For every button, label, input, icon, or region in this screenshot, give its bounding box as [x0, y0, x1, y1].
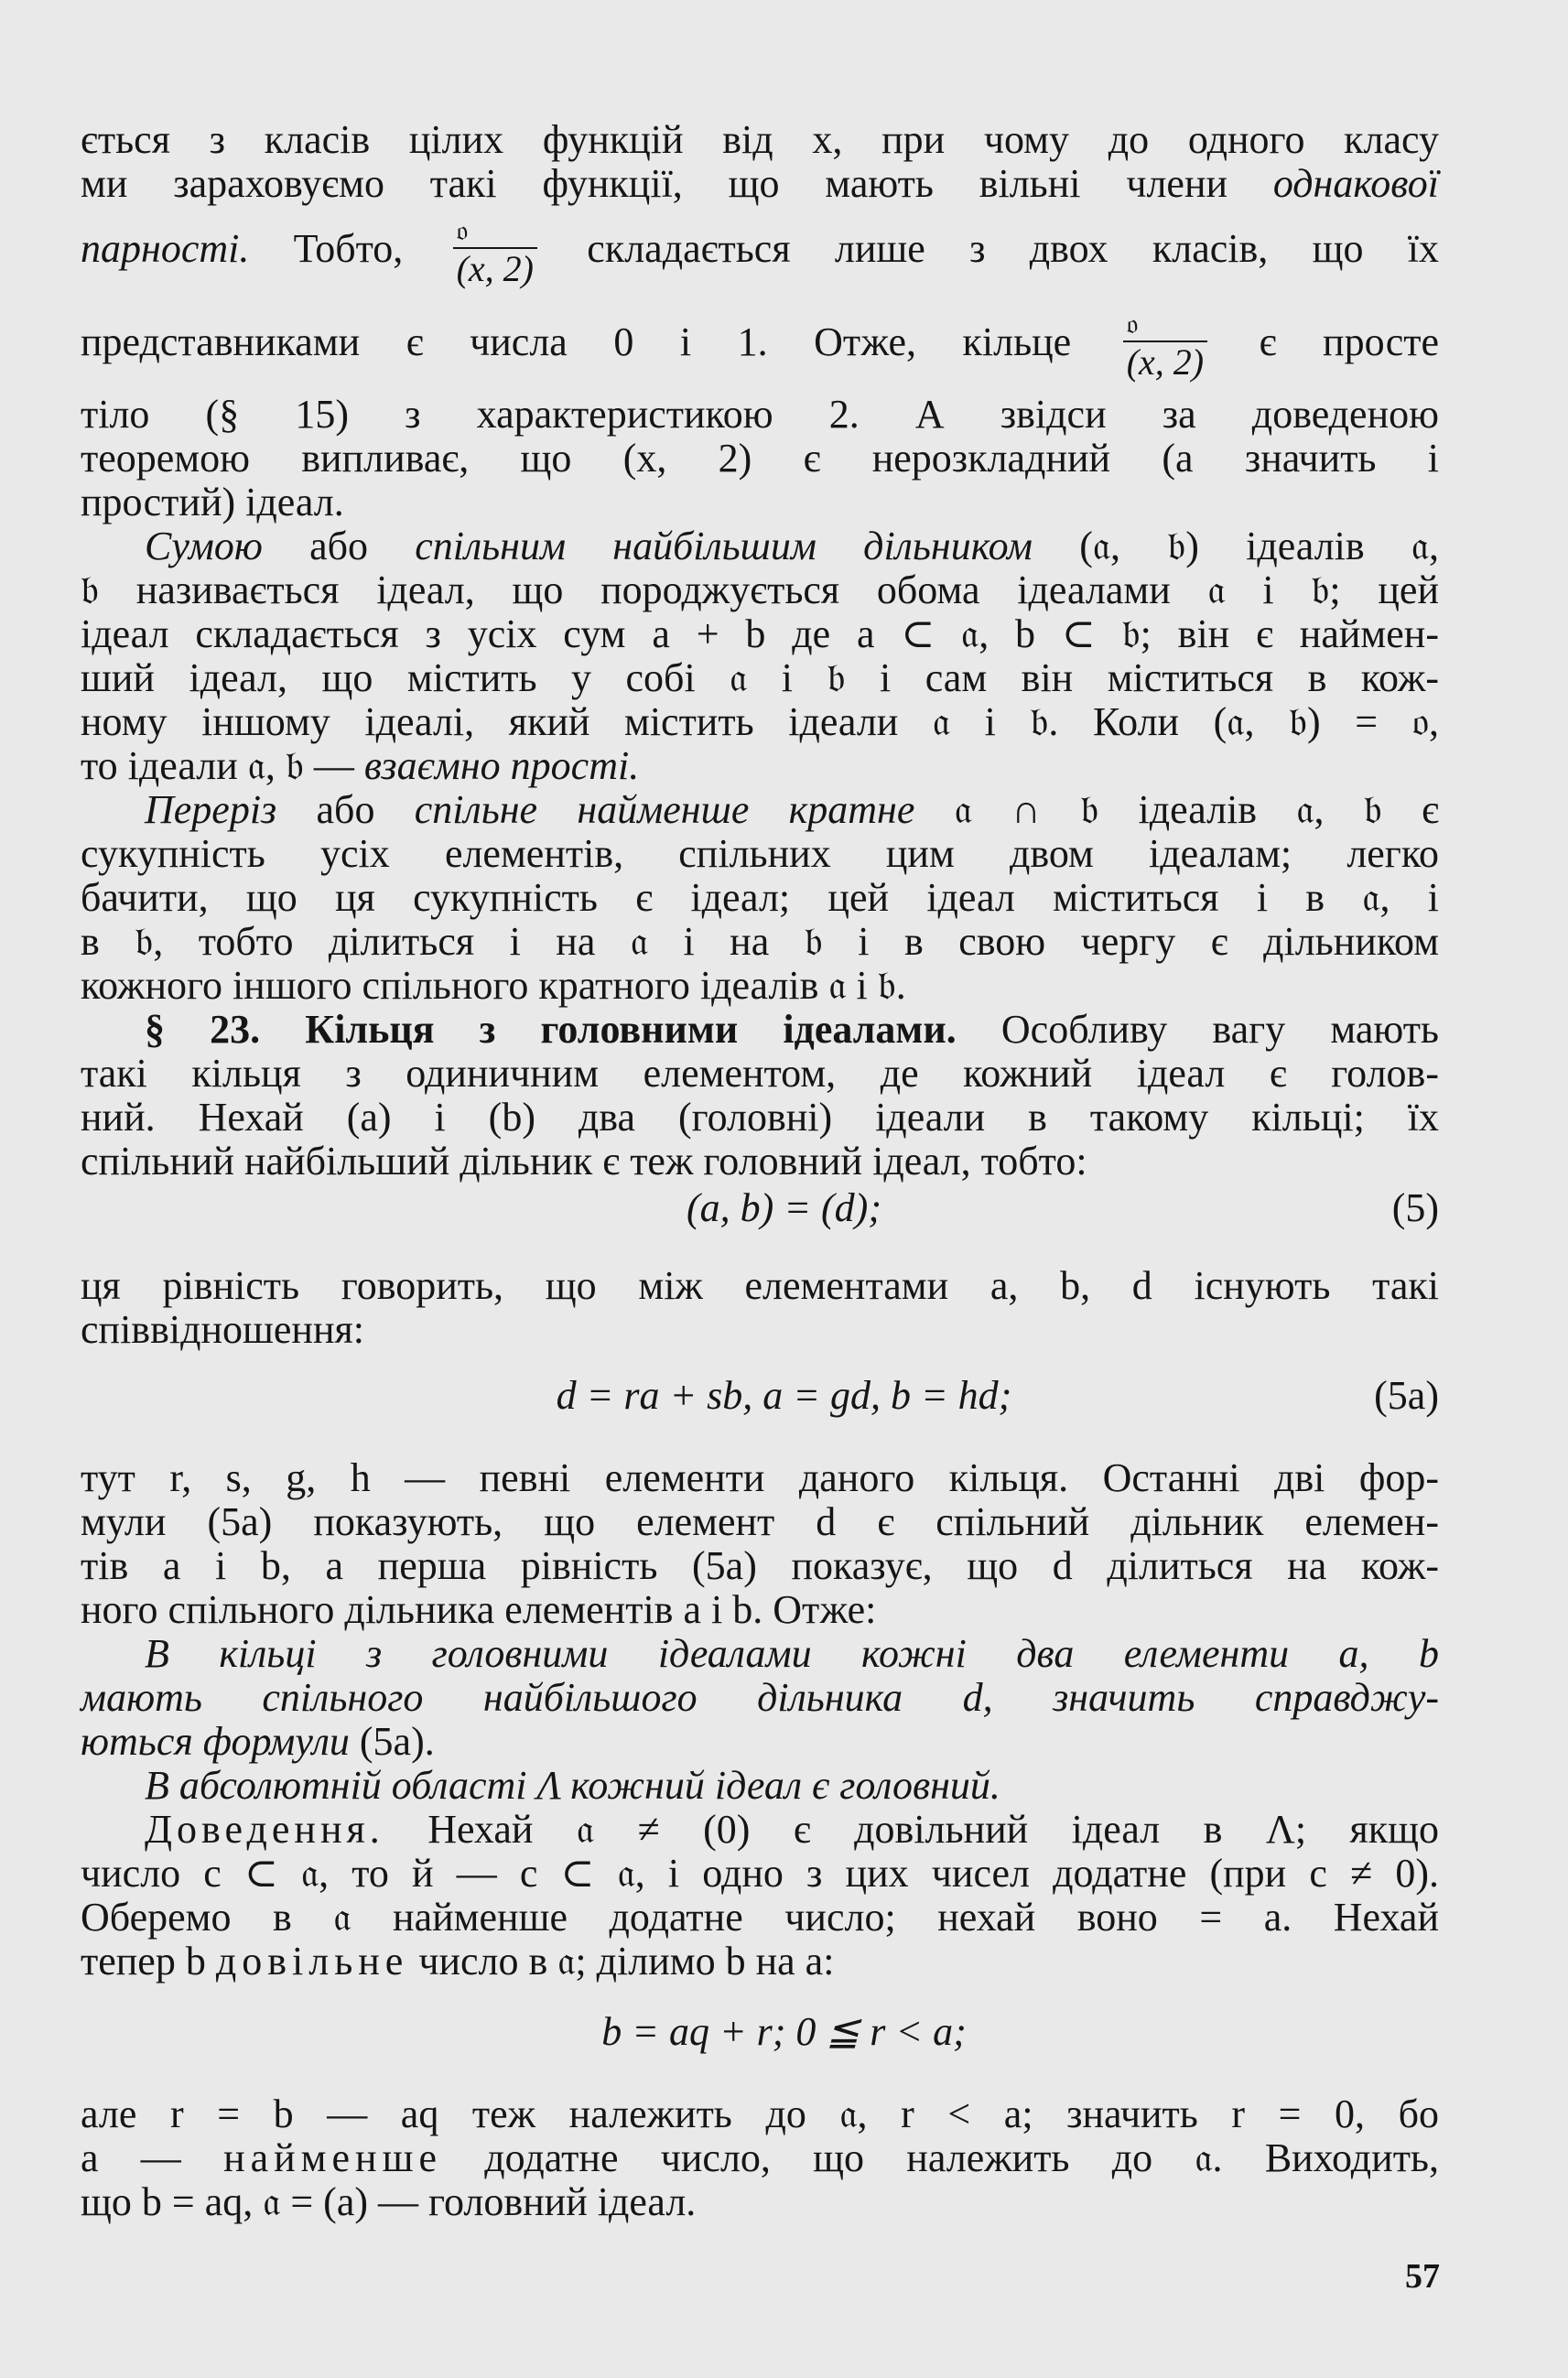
text-line: ному іншому ідеалі, який містить ідеали 𝔞 і 𝔟. Коли (𝔞, 𝔟) = 𝔬,	[81, 699, 1439, 744]
text-line: ми зараховуємо такі функції, що мають вільні члени однакової	[81, 161, 1439, 206]
text-line: ний. Нехай (a) і (b) два (головні) ідеали в такому кільці; їх	[81, 1095, 1439, 1140]
text-line: Оберемо в 𝔞 найменше додатне число; нехай воно = a. Нехай	[81, 1895, 1439, 1940]
text-line: Переріз або спільне найменше кратне 𝔞 ∩ 𝔟 ідеалів 𝔞, 𝔟 є	[145, 787, 1439, 832]
text-line: співвідношення:	[81, 1307, 364, 1352]
text-line: теоремою випливає, що (x, 2) є нерозкладний (а значить і	[81, 436, 1439, 481]
theorem-line: В кільці з головними ідеалами кожні два елементи a, b	[145, 1631, 1439, 1676]
text-line: сукупність усіх елементів, спільних цим двом ідеалам; легко	[81, 831, 1439, 876]
text-line: в 𝔟, тобто ділиться і на 𝔞 і на 𝔟 і в свою чергу є дільником	[81, 919, 1439, 964]
section-heading-line: § 23. Кільця з головними ідеалами. Особливу вагу мають	[145, 1007, 1439, 1052]
equation-tag: (5)	[1391, 1185, 1439, 1230]
text-line: простий) ідеал.	[81, 480, 344, 524]
text-line: ідеал складається з усіх сум a + b де a ⊂ 𝔞, b ⊂ 𝔟; він є наймен-	[81, 611, 1439, 656]
proof-label: Доведення.	[145, 1807, 384, 1852]
text-line: але r = b — aq теж належить до 𝔞, r < a; значить r = 0, бо	[81, 2092, 1439, 2136]
text-line: парності. Тобто, $\frac{\text{𝔬}}{(x, 2)}$ складається лише з двох класів, що їх	[81, 214, 1439, 289]
equation-5a: d = ra + sb, a = gd, b = hd;	[556, 1373, 1012, 1418]
text-line: число c ⊂ 𝔞, то й — c ⊂ 𝔞, і одно з цих чисел додатне (при c ≠ 0).	[81, 1851, 1439, 1896]
section-heading: § 23. Кільця з головними ідеалами.	[145, 1007, 957, 1052]
text-line: бачити, що ця сукупність є ідеал; цей ідеал міститься і в 𝔞, і	[81, 875, 1439, 920]
text-line: представниками є числа 0 і 1. Отже, кільце $\frac{\text{𝔬}}{(x, 2)}$ є просте	[81, 308, 1439, 383]
equation-5: (a, b) = (d);	[687, 1185, 881, 1230]
text-line: тіло (§ 15) з характеристикою 2. А звідси за доведеною	[81, 392, 1439, 437]
text-line: то ідеали 𝔞, 𝔟 — взаємно прості.	[81, 743, 640, 788]
text-line: тепер b довільне число в 𝔞; ділимо b на a:	[81, 1939, 835, 1983]
theorem-line: мають спільного найбільшого дільника d, значить справджу-	[81, 1675, 1439, 1720]
text-line: тут r, s, g, h — певні елементи даного кільця. Останні дві фор-	[81, 1455, 1439, 1500]
text-line: тів a і b, а перша рівність (5а) показує, що d ділиться на кож-	[81, 1543, 1439, 1588]
text-line: спільний найбільший дільник є теж головний ідеал, тобто:	[81, 1139, 1087, 1184]
text-line: Сумою або спільним найбільшим дільником (𝔞, 𝔟) ідеалів 𝔞,	[145, 524, 1439, 568]
text-line: такі кільця з одиничним елементом, де кожний ідеал є голов-	[81, 1051, 1439, 1096]
text-line: a — найменше додатне число, що належить до 𝔞. Виходить,	[81, 2135, 1439, 2180]
text-line: що b = aq, 𝔞 = (a) — головний ідеал.	[81, 2179, 697, 2224]
theorem-line: ються формули (5а).	[81, 1719, 435, 1764]
text-line: кожного іншого спільного кратного ідеалів 𝔞 і 𝔟.	[81, 963, 906, 1008]
equation-division: b = aq + r; 0 ≦ r < a;	[601, 2009, 967, 2054]
fraction: $\frac{\text{𝔬}}{(x, 2)}$	[1123, 309, 1207, 383]
text-line: 𝔟 називається ідеал, що породжується обома ідеалами 𝔞 і 𝔟; цей	[81, 567, 1439, 612]
theorem-line: В абсолютній області Λ кожний ідеал є головний.	[145, 1763, 1000, 1808]
text-line: мули (5а) показують, що елемент d є спільний дільник елемен-	[81, 1499, 1439, 1544]
text-line: ший ідеал, що містить у собі 𝔞 і 𝔟 і сам він міститься в кож-	[81, 655, 1439, 700]
text-line: ється з класів цілих функцій від x, при чому до одного класу	[81, 117, 1439, 162]
page-number: 57	[1405, 2257, 1440, 2296]
equation-tag: (5a)	[1374, 1373, 1439, 1418]
text-line: ця рівність говорить, що між елементами a, b, d існують такі	[81, 1263, 1439, 1308]
text-line: ного спільного дільника елементів a і b. Отже:	[81, 1587, 877, 1632]
fraction: $\frac{\text{𝔬}}{(x, 2)}$	[453, 216, 537, 289]
proof-line: Доведення. Нехай 𝔞 ≠ (0) є довільний ідеал в Λ; якщо	[145, 1807, 1439, 1852]
